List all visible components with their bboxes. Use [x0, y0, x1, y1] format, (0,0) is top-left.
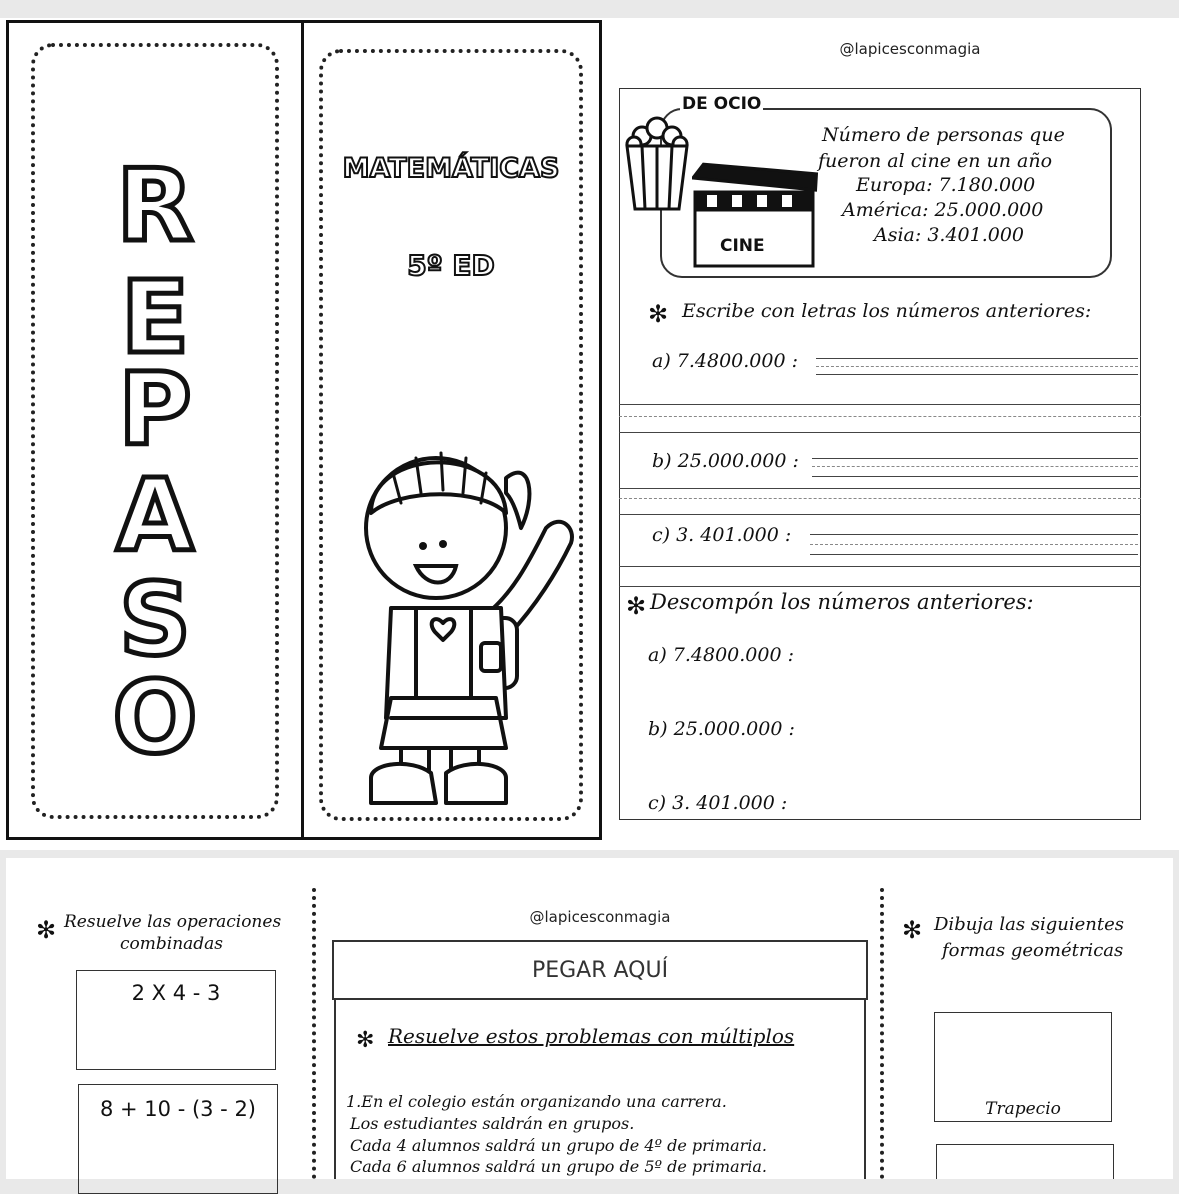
info-heading-1: Número de personas que [822, 124, 1065, 146]
asterisk-icon: ✻ [36, 916, 57, 944]
credit-top: @lapicesconmagia [839, 40, 981, 58]
paste-area [332, 940, 868, 1000]
answer-line [619, 566, 1141, 567]
repaso-letter-6: O [112, 659, 198, 776]
answer-line [619, 404, 1141, 405]
operations-title-1: Resuelve las operaciones [64, 912, 282, 932]
asterisk-icon: ✻ [626, 592, 647, 620]
problem-line: 1.En el colegio están organizando una carrera. [346, 1092, 727, 1111]
decompose-item-b: b) 25.000.000 : [648, 718, 795, 740]
de-ocio-title: DE OCIO [682, 94, 762, 114]
write-item-c: c) 3. 401.000 : [652, 524, 792, 546]
answer-line [810, 554, 1138, 555]
repaso-letter-3: P [118, 351, 192, 468]
problem-line: Cada 6 alumnos saldrá un grupo de 5º de primaria. [350, 1157, 768, 1176]
credit-bottom: @lapicesconmagia [529, 908, 671, 926]
kid-illustration [331, 418, 581, 818]
info-heading-2: fueron al cine en un año [818, 150, 1053, 172]
shape-box [934, 1012, 1112, 1122]
operation-box [78, 1084, 278, 1194]
info-america: América: 25.000.000 [842, 199, 1044, 221]
shapes-title-1: Dibuja las siguientes [934, 914, 1125, 935]
operation-text: 8 + 10 - (3 - 2) [100, 1097, 256, 1121]
popcorn-icon [622, 114, 692, 214]
grade-title: 5º ED [407, 249, 495, 282]
answer-line [619, 586, 1141, 587]
repaso-letter-5: S [118, 561, 192, 678]
answer-line [816, 358, 1138, 359]
problems-title: Resuelve estos problemas con múltiplos [388, 1024, 795, 1048]
task-decompose-title: Descompón los números anteriores: [650, 590, 1034, 614]
repaso-letter-4: A [116, 457, 194, 574]
shape-box [936, 1144, 1114, 1179]
answer-guide [619, 498, 1141, 499]
cover-divider [301, 23, 304, 837]
info-europa: Europa: 7.180.000 [856, 174, 1036, 196]
shapes-title-2: formas geométricas [942, 940, 1124, 961]
answer-line [810, 534, 1138, 535]
asterisk-icon: ✻ [648, 300, 669, 328]
subject-frame [319, 49, 583, 821]
problem-line: Cada 4 alumnos saldrá un grupo de 4º de primaria. [350, 1136, 768, 1155]
repaso-letter-1: R [116, 147, 194, 264]
clapper-label: CINE [720, 236, 765, 256]
answer-guide [812, 466, 1138, 467]
answer-guide [816, 366, 1138, 367]
write-item-a: a) 7.4800.000 : [652, 350, 799, 372]
subject-title: MATEMÁTICAS [342, 153, 560, 184]
repaso-frame [31, 43, 279, 819]
repaso-letter-2: E [120, 259, 190, 376]
problem-line: Los estudiantes saldrán en grupos. [350, 1114, 635, 1133]
cover-panel [6, 20, 602, 840]
answer-line [812, 476, 1138, 477]
answer-line [619, 488, 1141, 489]
operations-title-2: combinadas [120, 934, 224, 954]
asterisk-icon: ✻ [902, 916, 923, 944]
answer-line [812, 458, 1138, 459]
answer-line [619, 514, 1141, 515]
answer-line [816, 374, 1138, 375]
decompose-item-c: c) 3. 401.000 : [648, 792, 788, 814]
answer-line [619, 432, 1141, 433]
fold-line [312, 888, 316, 1179]
operation-box [76, 970, 276, 1070]
answer-guide [810, 544, 1138, 545]
info-asia: Asia: 3.401.000 [874, 224, 1025, 246]
fold-line [880, 888, 884, 1179]
write-item-b: b) 25.000.000 : [652, 450, 799, 472]
shape-label: Trapecio [985, 1099, 1061, 1119]
operation-text: 2 X 4 - 3 [131, 981, 221, 1005]
answer-guide [619, 416, 1141, 417]
asterisk-icon: ✻ [356, 1028, 375, 1053]
decompose-item-a: a) 7.4800.000 : [648, 644, 795, 666]
task-write-title: Escribe con letras los números anteriores: [682, 300, 1092, 322]
paste-label: PEGAR AQUÍ [531, 958, 669, 983]
